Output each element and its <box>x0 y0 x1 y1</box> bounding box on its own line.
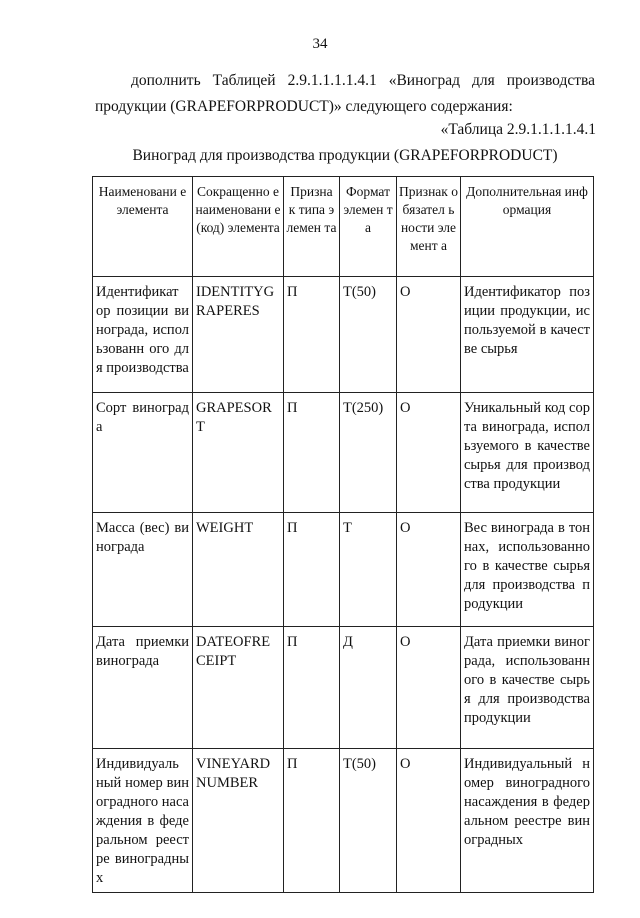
cell-code: VINEYARD NUMBER <box>193 749 284 893</box>
intro-line-1: дополнить Таблицей 2.9.1.1.1.1.4.1 «Виноград для производства <box>131 72 595 89</box>
table-row <box>93 277 594 393</box>
cell-required: О <box>397 277 461 393</box>
cell-name: Сорт винограда <box>93 393 193 513</box>
cell-name: Идентификат ор позиции винограда, использованн ого для производства <box>93 277 193 393</box>
table-row <box>93 627 594 749</box>
cell-format: T(250) <box>340 393 397 513</box>
cell-required: О <box>397 627 461 749</box>
table-row <box>93 749 594 893</box>
intro-line-2: продукции (GRAPEFORPRODUCT)» следующего содержания: <box>95 98 513 115</box>
cell-type: П <box>284 749 340 893</box>
cell-format: T <box>340 513 397 627</box>
cell-name: Дата приемки винограда <box>93 627 193 749</box>
cell-type: П <box>284 393 340 513</box>
cell-required: О <box>397 393 461 513</box>
header-additional-info: Дополнительная информация <box>461 177 594 277</box>
cell-info: Идентификатор позиции продукции, используемой в качестве сырья <box>461 277 594 393</box>
cell-code: DATEOFRE CEIPT <box>193 627 284 749</box>
cell-format: Д <box>340 627 397 749</box>
cell-name: Индивидуаль ный номер виноградного насаждения в федеральном реестре виноградных <box>93 749 193 893</box>
header-element-code: Сокращенно е наименовани е (код) элемента <box>193 177 284 277</box>
cell-format: T(50) <box>340 749 397 893</box>
cell-type: П <box>284 277 340 393</box>
cell-info: Уникальный код сорта винограда, используемого в качестве сырья для производства продукции <box>461 393 594 513</box>
cell-info: Индивидуальный номер виноградного насаждения в федеральном реестре виноградных <box>461 749 594 893</box>
header-element-type: Призна к типа элемен та <box>284 177 340 277</box>
table-row <box>93 393 594 513</box>
element-table <box>92 176 594 893</box>
intro-paragraph <box>95 68 595 120</box>
cell-format: T(50) <box>340 277 397 393</box>
cell-code: IDENTITYG RAPERES <box>193 277 284 393</box>
table-title: Виноград для производства продукции (GRAPEFORPRODUCT) <box>132 147 558 164</box>
cell-info: Дата приемки винограда, использованного в качестве сырья для производства продукции <box>461 627 594 749</box>
header-element-name: Наименовани е элемента <box>93 177 193 277</box>
cell-name: Масса (вес) винограда <box>93 513 193 627</box>
table-header-row <box>93 177 594 277</box>
cell-code: WEIGHT <box>193 513 284 627</box>
page-number: 34 <box>312 36 328 52</box>
header-element-required: Признак обязател ьности элемент а <box>397 177 461 277</box>
cell-info: Вес винограда в тоннах, использованного в качестве сырья для производства продукции <box>461 513 594 627</box>
cell-code: GRAPESOR T <box>193 393 284 513</box>
header-element-format: Формат элемен та <box>340 177 397 277</box>
cell-type: П <box>284 513 340 627</box>
cell-required: О <box>397 513 461 627</box>
table-row <box>93 513 594 627</box>
table-reference: «Таблица 2.9.1.1.1.1.4.1 <box>440 121 596 138</box>
cell-type: П <box>284 627 340 749</box>
cell-required: О <box>397 749 461 893</box>
